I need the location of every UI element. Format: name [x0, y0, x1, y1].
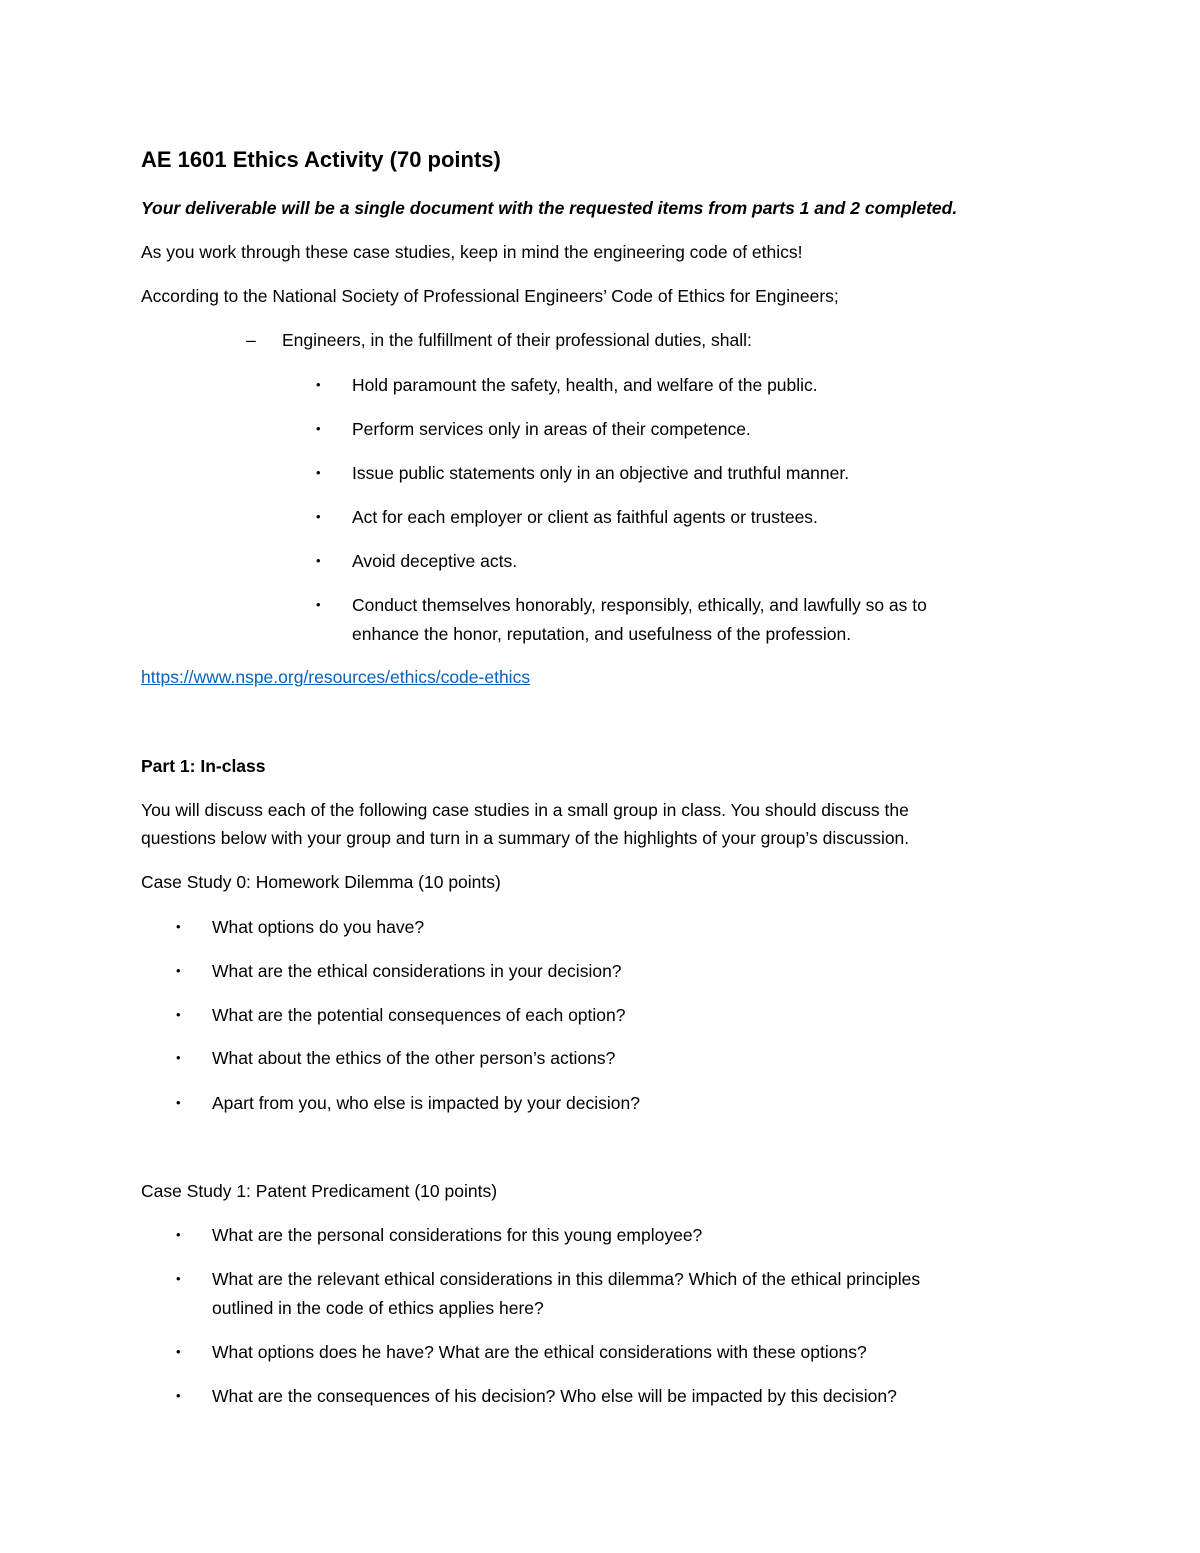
bullet-icon: • — [316, 509, 321, 524]
part1-paragraph-line1: You will discuss each of the following case studies in a small group in class. You should discuss the — [141, 800, 909, 820]
deliverable-note: Your deliverable will be a single document with the requested items from parts 1 and 2 completed. — [141, 198, 958, 218]
case1-question-continued: outlined in the code of ethics applies here? — [212, 1298, 544, 1318]
page-title: AE 1601 Ethics Activity (70 points) — [141, 147, 501, 172]
bullet-icon: • — [176, 1271, 181, 1286]
case1-question: What are the personal considerations for this young employee? — [212, 1225, 703, 1245]
part1-heading: Part 1: In-class — [141, 756, 266, 776]
canon-item: Avoid deceptive acts. — [352, 551, 518, 571]
canon-item: Hold paramount the safety, health, and welfare of the public. — [352, 375, 818, 395]
bullet-icon: • — [316, 421, 321, 436]
case0-question: What options do you have? — [212, 917, 425, 937]
bullet-icon: • — [316, 553, 321, 568]
canon-item: Perform services only in areas of their competence. — [352, 419, 751, 439]
part1-paragraph-line2: questions below with your group and turn in a summary of the highlights of your group’s discussion. — [141, 828, 910, 848]
bullet-icon: • — [176, 1007, 181, 1022]
case1-question: What are the consequences of his decision? Who else will be impacted by this decision? — [212, 1386, 897, 1406]
bullet-icon: • — [316, 597, 321, 612]
case1-heading: Case Study 1: Patent Predicament (10 points) — [141, 1181, 498, 1201]
canon-item: Issue public statements only in an objective and truthful manner. — [352, 463, 850, 483]
bullet-icon: • — [176, 963, 181, 978]
canon-item-continued: enhance the honor, reputation, and usefulness of the profession. — [352, 624, 852, 644]
case0-question: Apart from you, who else is impacted by your decision? — [212, 1093, 640, 1113]
bullet-icon: • — [176, 919, 181, 934]
bullet-icon: • — [176, 1095, 181, 1110]
case0-heading: Case Study 0: Homework Dilemma (10 points) — [141, 872, 501, 892]
bullet-icon: • — [316, 377, 321, 392]
case0-question: What are the potential consequences of each option? — [212, 1005, 626, 1025]
bullet-icon: • — [176, 1344, 181, 1359]
case1-question: What options does he have? What are the ethical considerations with these options? — [212, 1342, 867, 1362]
bullet-icon: • — [176, 1227, 181, 1242]
bullet-icon: • — [176, 1050, 181, 1065]
dash-marker: – — [246, 330, 256, 350]
bullet-icon: • — [316, 465, 321, 480]
canon-item: Conduct themselves honorably, responsibly, ethically, and lawfully so as to — [352, 595, 927, 615]
nspe-intro-text: According to the National Society of Professional Engineers’ Code of Ethics for Engineers; — [141, 286, 839, 306]
case0-question: What about the ethics of the other person’s actions? — [212, 1048, 616, 1068]
canon-heading: Engineers, in the fulfillment of their professional duties, shall: — [282, 330, 752, 350]
canon-item: Act for each employer or client as faithful agents or trustees. — [352, 507, 818, 527]
intro-text: As you work through these case studies, keep in mind the engineering code of ethics! — [141, 242, 803, 262]
case1-question: What are the relevant ethical considerations in this dilemma? Which of the ethical principles — [212, 1269, 921, 1289]
bullet-icon: • — [176, 1388, 181, 1403]
case0-question: What are the ethical considerations in your decision? — [212, 961, 622, 981]
nspe-link[interactable]: https://www.nspe.org/resources/ethics/code-ethics — [141, 667, 531, 687]
